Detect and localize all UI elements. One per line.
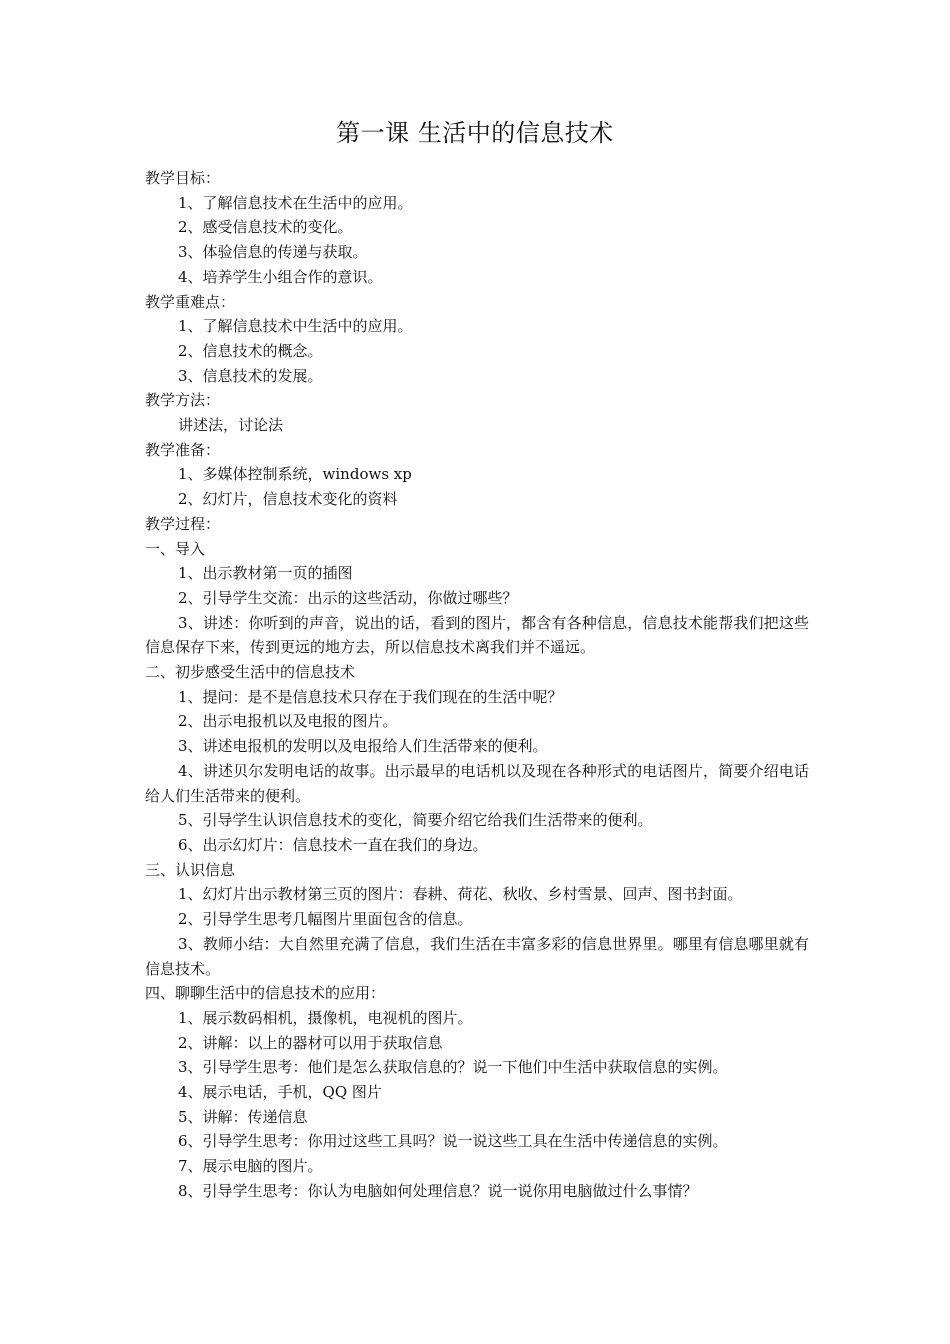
process-heading: 教学过程： [145,514,221,533]
process-part-heading: 三、认识信息 [145,860,236,879]
preparation-item: 2、幻灯片，信息技术变化的资料 [178,490,398,509]
objective-item: 2、感受信息技术的变化。 [178,218,353,237]
process-part-heading: 二、初步感受生活中的信息技术 [145,663,356,682]
process-step: 8、引导学生思考：你认为电脑如何处理信息？说一说你用电脑做过什么事情？ [178,1181,698,1200]
objective-item: 4、培养学生小组合作的意识。 [178,267,383,286]
key-points-heading: 教学重难点： [145,292,236,311]
objective-item: 1、了解信息技术在生活中的应用。 [178,193,413,212]
process-step: 2、引导学生思考几幅图片里面包含的信息。 [178,910,473,929]
process-step: 4、展示电话，手机，QQ 图片 [178,1083,382,1102]
preparation-heading: 教学准备： [145,440,221,459]
method-item: 讲述法，讨论法 [178,416,284,435]
process-step: 2、讲解：以上的器材可以用于获取信息 [178,1033,443,1052]
process-step: 1、提问：是不是信息技术只存在于我们现在的生活中呢？ [178,687,563,706]
process-step: 1、幻灯片出示教材第三页的图片：春耕、荷花、秋收、乡村雪景、回声、图书封面。 [178,885,743,904]
process-step: 3、引导学生思考：他们是怎么获取信息的？说一下他们中生活中获取信息的实例。 [178,1058,728,1077]
process-step: 2、出示电报机以及电报的图片。 [178,712,398,731]
process-part-heading: 四、聊聊生活中的信息技术的应用： [145,984,386,1003]
process-step: 7、展示电脑的图片。 [178,1157,323,1176]
process-step: 6、出示幻灯片：信息技术一直在我们的身边。 [178,835,488,854]
process-step: 1、展示数码相机，摄像机，电视机的图片。 [178,1008,473,1027]
process-step: 3、讲述：你听到的声音，说出的话，看到的图片，都含有各种信息，信息技术能帮我们把这些信息保存下来，传到更远的地方去，所以信息技术离我们并不遥远。 [145,613,809,657]
key-point-item: 2、信息技术的概念。 [178,341,323,360]
process-step: 1、出示教材第一页的插图 [178,564,353,583]
preparation-item: 1、多媒体控制系统，windows xp [178,465,412,484]
process-step: 5、讲解：传递信息 [178,1107,308,1126]
process-step: 3、讲述电报机的发明以及电报给人们生活带来的便利。 [178,737,548,756]
key-point-item: 3、信息技术的发展。 [178,366,323,385]
process-step: 5、引导学生认识信息技术的变化，简要介绍它给我们生活带来的便利。 [178,811,653,830]
process-step: 6、引导学生思考：你用过这些工具吗？说一说这些工具在生活中传递信息的实例。 [178,1132,728,1151]
process-part-heading: 一、导入 [145,539,206,558]
process-step: 3、教师小结：大自然里充满了信息，我们生活在丰富多彩的信息世界里。哪里有信息哪里就有信息技术。 [145,934,809,978]
methods-heading: 教学方法： [145,391,221,410]
process-step: 4、讲述贝尔发明电话的故事。出示最早的电话机以及现在各种形式的电话图片，简要介绍电话给人们生活带来的便利。 [145,761,809,805]
lesson-body [145,166,809,1204]
objective-item: 3、体验信息的传递与获取。 [178,243,368,262]
key-point-item: 1、了解信息技术中生活中的应用。 [178,317,413,336]
objectives-heading: 教学目标： [145,169,221,187]
lesson-title: 第一课 生活中的信息技术 [336,119,614,147]
process-step: 2、引导学生交流：出示的这些活动，你做过哪些？ [178,588,518,607]
